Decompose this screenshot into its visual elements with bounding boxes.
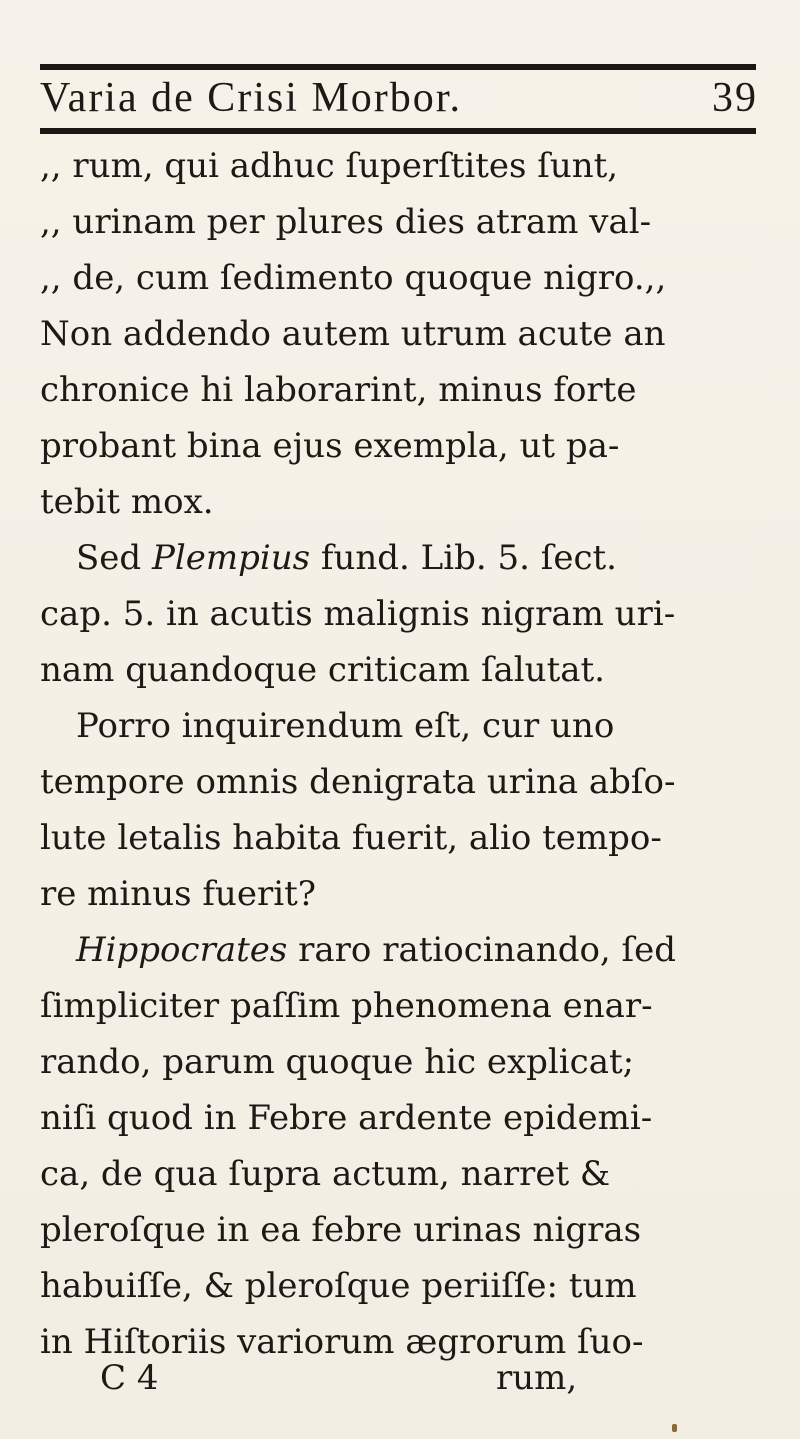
text-line (40, 810, 758, 866)
author-name-hippocrates: Hippocrates (76, 930, 288, 970)
line-text: lute letalis habita fuerit, alio tempo- (40, 818, 662, 858)
text-line (40, 586, 758, 642)
line-text: re minus fuerit? (40, 874, 316, 914)
text-line (40, 866, 758, 922)
line-text: nam quandoque criticam ſalutat. (40, 650, 605, 690)
text-line-paragraph-start (40, 530, 794, 586)
paper-blemish (672, 1424, 677, 1432)
line-text: Sed (76, 538, 152, 578)
line-text: tempore omnis denigrata urina abſo- (40, 762, 676, 802)
line-text: Porro inquirendum eſt, cur uno (76, 706, 615, 746)
line-text: rando, parum quoque hic explicat; (40, 1042, 635, 1082)
text-line (40, 754, 758, 810)
line-text: ,, de, cum ſedimento quoque nigro.,, (40, 258, 667, 298)
line-text: pleroſque in ea febre urinas nigras (40, 1210, 642, 1250)
page-number: 39 (712, 75, 758, 121)
text-line (40, 1258, 758, 1314)
line-text: ,, rum, qui adhuc ſuperſtites ſunt, (40, 146, 619, 186)
text-line (40, 138, 758, 194)
line-text: ſimpliciter paſſim phenomena enar- (40, 986, 653, 1026)
author-name-plempius: Plempius (152, 538, 311, 578)
line-text: habuiſſe, & pleroſque periiſſe: tum (40, 1266, 637, 1306)
running-header (40, 70, 758, 126)
line-text: niſi quod in Febre ardente epidemi- (40, 1098, 653, 1138)
text-line (40, 194, 758, 250)
signature-mark: C 4 (100, 1358, 159, 1398)
text-line-paragraph-start (40, 922, 794, 978)
catchword: rum, (496, 1358, 578, 1398)
text-line (40, 250, 758, 306)
line-text: fund. Lib. 5. ſect. (310, 538, 617, 578)
text-line-paragraph-start (40, 698, 794, 754)
line-text: in Hiſtoriis variorum ægrorum ſuo- (40, 1322, 644, 1362)
line-text: ,, urinam per plures dies atram val- (40, 202, 652, 242)
text-line (40, 306, 758, 362)
line-text: tebit mox. (40, 482, 214, 522)
line-text: chronice hi laborarint, minus forte (40, 370, 637, 410)
text-line (40, 978, 758, 1034)
running-title: Varia de Crisi Morbor. (40, 75, 462, 121)
line-text: cap. 5. in acutis malignis nigram uri- (40, 594, 676, 634)
text-line (40, 1090, 758, 1146)
text-line (40, 474, 758, 530)
text-line (40, 1202, 758, 1258)
line-text: ca, de qua ſupra actum, narret & (40, 1154, 611, 1194)
text-line (40, 642, 758, 698)
text-line (40, 1146, 758, 1202)
line-text: raro ratiocinando, ſed (287, 930, 677, 970)
text-line (40, 418, 758, 474)
text-line (40, 1034, 758, 1090)
text-line (40, 362, 758, 418)
line-text: Non addendo autem utrum acute an (40, 314, 666, 354)
line-text: probant bina ejus exempla, ut pa- (40, 426, 620, 466)
header-rule-bottom (40, 128, 756, 134)
